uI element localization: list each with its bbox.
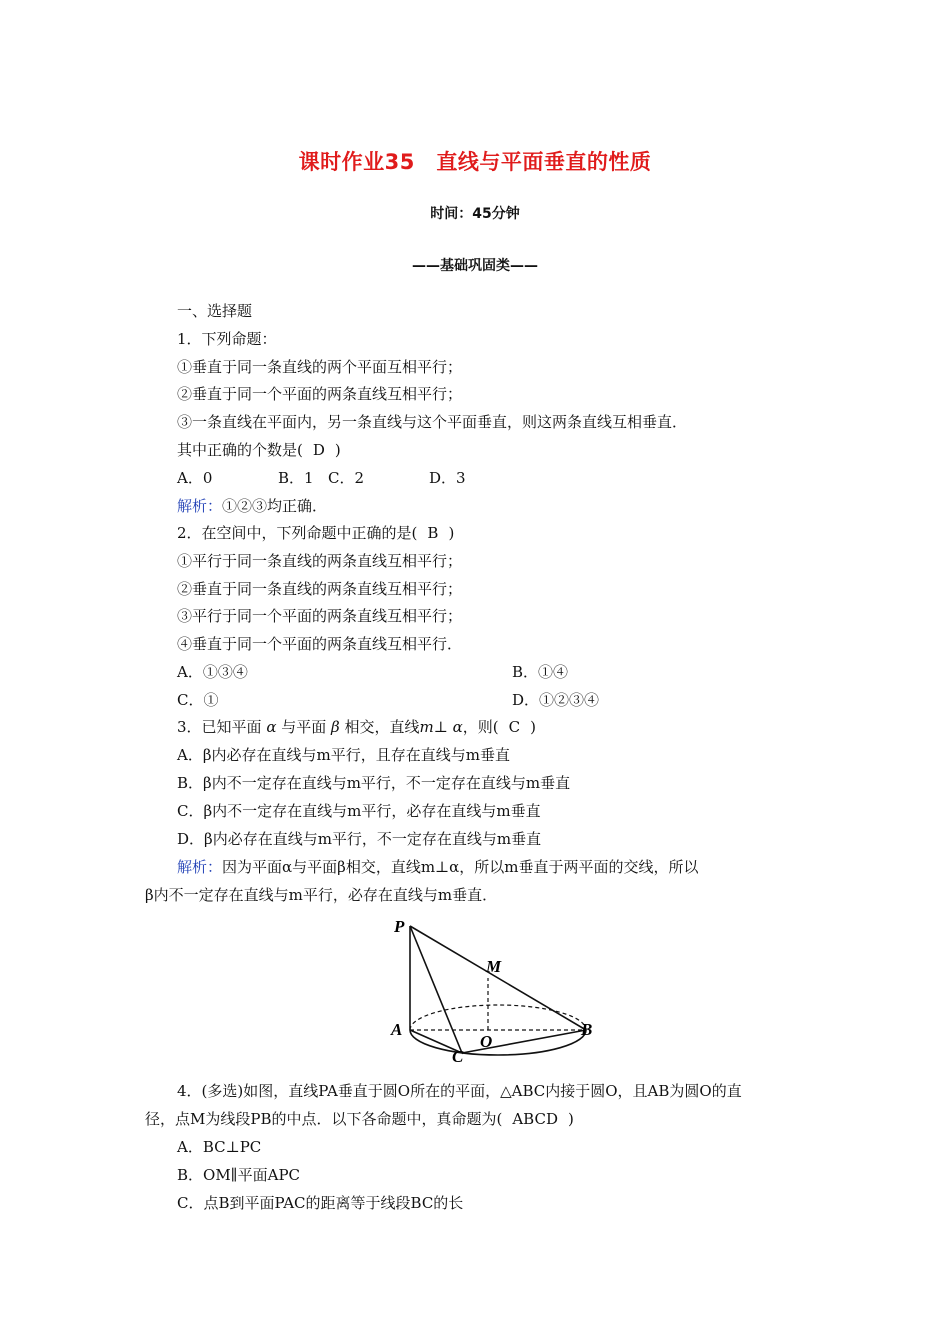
q1-option-b: B．1 [278, 469, 314, 487]
q4-stem-line-2 [145, 1109, 574, 1129]
q3-option-c: C．β内不一定存在直线与m平行，必存在直线与m垂直 [177, 802, 541, 820]
q3-analysis-line-2: β内不一定存在直线与m平行，必存在直线与m垂直． [145, 886, 498, 904]
q2-statement-1: ①平行于同一条直线的两条直线互相平行； [177, 552, 463, 570]
label-b: B [581, 1020, 593, 1039]
label-p: P [394, 917, 405, 936]
q1-statement-2: ②垂直于同一个平面的两条直线互相平行； [177, 385, 463, 403]
q2-option-b: B．①④ [512, 663, 569, 681]
part-heading: 一、选择题 [177, 302, 253, 320]
q1-analysis-label: 解析： [177, 497, 223, 515]
q4-stem-text: 径，点M为线段PB的中点．以下各命题中，真命题为( [145, 1110, 503, 1128]
q4-stem-line-1: 4．(多选)如图，直线PA垂直于圆O所在的平面，△ABC内接于圆O，且AB为圆O的直 [177, 1082, 742, 1100]
time-limit: 时间：45分钟 [430, 206, 520, 222]
q1-question-text: 其中正确的个数是( [177, 441, 303, 459]
q1-question-close: ) [334, 441, 341, 459]
q2-option-d: D．①②③④ [512, 691, 600, 709]
q3-option-d: D．β内必存在直线与m平行，不一定存在直线与m垂直 [177, 830, 542, 848]
q1-answer: D [312, 441, 325, 459]
q3-alpha-2: α [452, 718, 463, 736]
q4-stem-close: ) [567, 1110, 574, 1128]
q3-analysis-line-1 [177, 857, 699, 877]
label-m: M [486, 957, 502, 976]
q2-stem-text: 2．在空间中，下列命题中正确的是( [177, 524, 418, 542]
q1-option-c: C．2 [328, 469, 365, 487]
q1-statement-3: ③一条直线在平面内，另一条直线与这个平面垂直，则这两条直线互相垂直． [177, 413, 688, 431]
section-heading: ——基础巩固类—— [412, 258, 538, 274]
q4-option-a: A．BC⊥PC [177, 1138, 262, 1156]
q3-option-b: B．β内不一定存在直线与m平行，不一定存在直线与m垂直 [177, 774, 571, 792]
q3-stem-text-1: 3．已知平面 [177, 718, 262, 736]
q1-statement-1: ①垂直于同一条直线的两个平面互相平行； [177, 358, 463, 376]
q3-stem-text-3: 相交，直线 [344, 718, 420, 736]
q3-stem-close: ) [530, 718, 536, 736]
q3-perp: ⊥ [433, 718, 448, 736]
q3-analysis-label: 解析： [177, 858, 223, 876]
label-c: C [452, 1047, 464, 1062]
label-a: A [391, 1020, 403, 1039]
q3-stem-text-2: 与平面 [281, 718, 327, 736]
q3-beta: β [331, 718, 340, 736]
q2-stem [177, 523, 454, 543]
q1-option-d: D．3 [429, 469, 466, 487]
q2-statement-2: ②垂直于同一条直线的两条直线互相平行； [177, 580, 463, 598]
circle-back-arc [410, 1005, 586, 1030]
q3-option-a: A．β内必存在直线与m平行，且存在直线与m垂直 [177, 746, 510, 764]
q3-stem [177, 717, 536, 737]
q4-option-c: C．点B到平面PAC的距离等于线段BC的长 [177, 1194, 464, 1212]
q3-analysis-text-1: 因为平面α与平面β相交，直线m⊥α，所以m垂直于两平面的交线，所以 [222, 858, 699, 876]
q2-option-a: A．①③④ [177, 663, 248, 681]
q1-analysis-text: ①②③均正确． [222, 497, 328, 515]
q3-answer: C [508, 718, 521, 736]
q2-option-c: C．① [177, 691, 219, 709]
q4-answer: ABCD [512, 1110, 558, 1128]
q1-option-a: A．0 [177, 469, 213, 487]
q2-stem-close: ) [448, 524, 455, 542]
segment-pb [410, 926, 586, 1030]
q2-statement-4: ④垂直于同一个平面的两条直线互相平行． [177, 635, 463, 653]
q4-option-b: B．OM∥平面APC [177, 1166, 301, 1184]
q1-question [177, 440, 341, 460]
q2-answer: B [427, 524, 439, 542]
q3-line-m: m [419, 718, 434, 736]
page-title: 课时作业35 直线与平面垂直的性质 [298, 150, 652, 174]
q3-alpha: α [266, 718, 277, 736]
q1-stem: 1．下列命题： [177, 330, 277, 348]
q1-analysis [177, 496, 327, 516]
q3-stem-text-4: ，则( [462, 718, 499, 736]
geometry-figure [380, 912, 610, 1062]
label-o: O [480, 1032, 493, 1051]
q2-statement-3: ③平行于同一个平面的两条直线互相平行； [177, 607, 463, 625]
